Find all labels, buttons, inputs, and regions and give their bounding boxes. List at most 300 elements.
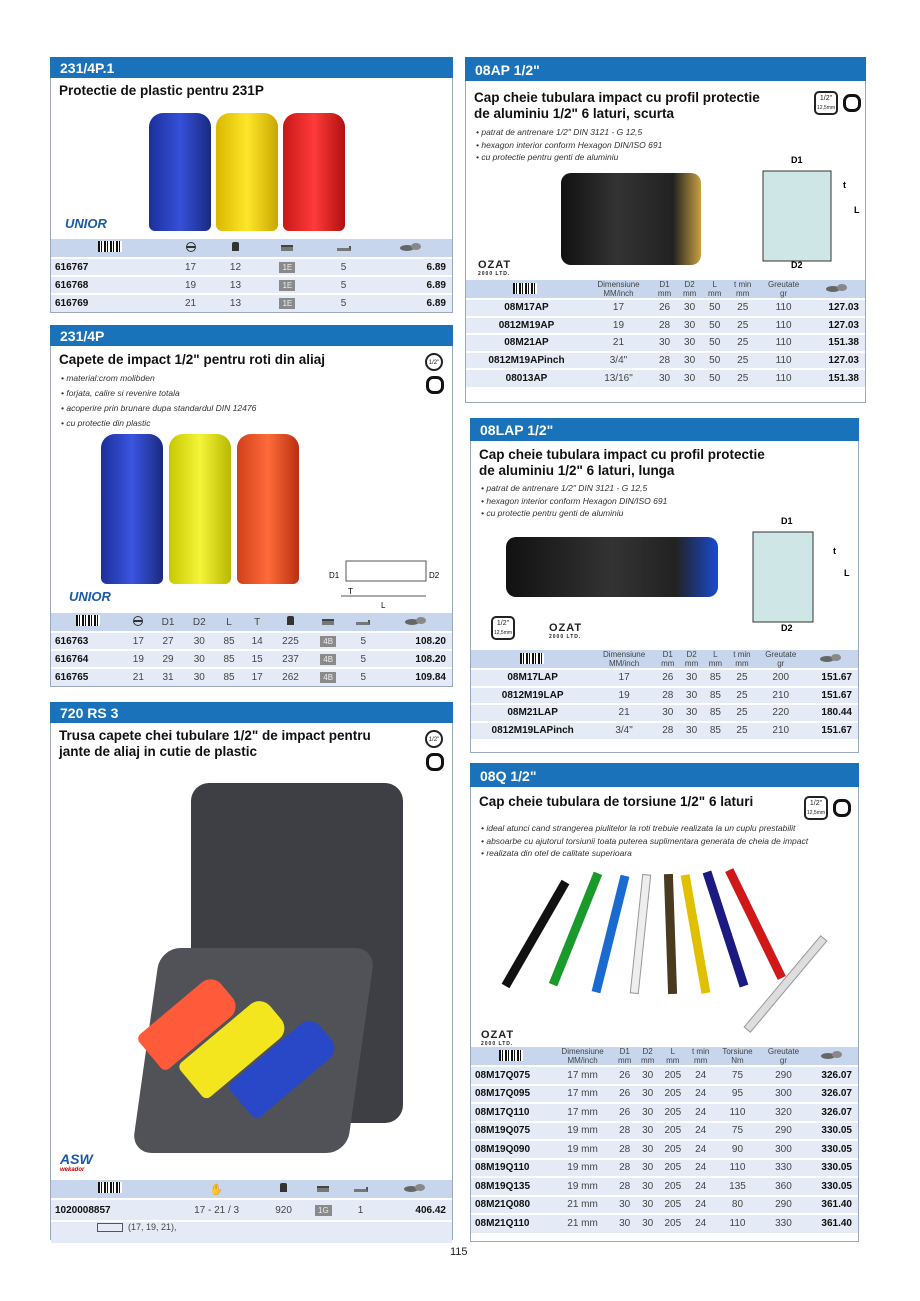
price: 127.03 xyxy=(828,302,859,314)
table-cell: 31 xyxy=(162,672,174,683)
table-cell: 300 xyxy=(775,1088,792,1100)
table-row xyxy=(471,669,858,687)
svg-text:L: L xyxy=(854,205,860,215)
column-unit: mm xyxy=(693,1056,708,1065)
barcode-icon xyxy=(471,650,592,669)
feature-list xyxy=(481,482,667,520)
table-row xyxy=(471,1159,858,1178)
article-code: 0812M19LAPinch xyxy=(491,725,574,737)
table-cell: 17 xyxy=(251,672,263,683)
barcode-icon xyxy=(51,613,124,632)
table-cell: 26 xyxy=(658,302,671,314)
table-cell: 25 xyxy=(736,672,748,684)
feature-item: • forjata, calire si revenire totala xyxy=(61,387,256,400)
article-code: 08M21Q080 xyxy=(475,1199,531,1211)
table-cell: 28 xyxy=(619,1180,631,1192)
table-cell: 25 xyxy=(737,372,749,384)
ozat-logo: OZAT 2000 LTD. xyxy=(549,622,583,640)
package-badge: 1G xyxy=(315,1205,332,1216)
table-cell: 27 xyxy=(162,635,174,647)
table-cell: 30 xyxy=(619,1218,631,1230)
feature-item: • cu protectie din plastic xyxy=(61,417,256,430)
table-cell: 28 xyxy=(619,1143,631,1155)
table-row xyxy=(471,1140,858,1159)
section-720-rs3 xyxy=(50,702,453,1240)
table-row xyxy=(471,687,858,705)
table-cell: 50 xyxy=(709,319,721,331)
article-code: 08M17Q075 xyxy=(475,1069,531,1081)
table-cell: 5 xyxy=(360,672,367,683)
table-cell: 80 xyxy=(731,1199,744,1211)
table-cell: 30 xyxy=(642,1125,654,1137)
column-header: t min xyxy=(691,1047,710,1056)
package-badge: 4B xyxy=(320,672,336,683)
product-title: Capete de impact 1/2" pentru roti din aliaj xyxy=(59,352,325,367)
table-cell: 25 xyxy=(736,689,748,701)
price: 6.89 xyxy=(426,261,446,273)
price-icon xyxy=(378,1180,452,1199)
label-l: L xyxy=(381,601,386,610)
label-t: T xyxy=(348,587,353,596)
column-unit: MM/inch xyxy=(603,289,634,298)
feature-item: • absoarbe cu ajutorul torsiunii toata puterea suplimentara generata de cheia de impact xyxy=(481,835,808,848)
table-row xyxy=(51,294,452,312)
table-cell: 110 xyxy=(775,337,792,349)
drive-size-icon: 1/2" 12,5mm xyxy=(804,796,828,820)
table-cell: 200 xyxy=(772,672,790,684)
table-cell: 85 xyxy=(709,725,721,737)
column-header: Dimensiune xyxy=(597,280,640,289)
table-cell: 30 xyxy=(686,672,698,684)
table-row xyxy=(51,1199,452,1221)
table-row xyxy=(51,632,452,650)
table-cell: 205 xyxy=(664,1125,682,1137)
table-cell: 21 mm xyxy=(567,1199,598,1211)
table-row xyxy=(471,1214,858,1233)
quantity-icon xyxy=(356,620,370,625)
product-title: Cap cheie tubulara impact cu profil protectie de aluminiu 1/2" 6 laturi, scurta xyxy=(474,90,760,121)
section-08q xyxy=(470,763,859,1242)
table-cell: 220 xyxy=(772,707,790,719)
article-code: 616763 xyxy=(55,635,89,647)
table-cell: 19 xyxy=(184,279,197,291)
column-unit: gr xyxy=(780,289,788,298)
column-unit: gr xyxy=(777,659,785,668)
column-unit: mm xyxy=(682,289,697,298)
table-cell: 21 xyxy=(612,337,625,349)
hexagon-icon xyxy=(426,753,444,771)
article-code: 616768 xyxy=(55,279,89,291)
table-cell: 110 xyxy=(775,372,792,384)
article-code: 08M19Q075 xyxy=(475,1125,531,1137)
table-cell: 50 xyxy=(709,337,721,349)
table-cell: 13 xyxy=(229,298,242,309)
price-icon xyxy=(370,239,452,258)
table-cell: 17 mm xyxy=(567,1088,598,1100)
column-header: L xyxy=(712,280,717,289)
column-header: Greutate xyxy=(767,1047,800,1056)
table-cell: 320 xyxy=(775,1106,792,1118)
table-cell: 85 xyxy=(709,689,721,701)
column-unit: mm xyxy=(640,1056,655,1065)
table-cell: 85 xyxy=(709,707,721,719)
table-cell: 14 xyxy=(251,635,263,647)
price: 127.03 xyxy=(828,319,859,331)
barcode-icon xyxy=(51,1180,169,1199)
barcode-icon xyxy=(466,280,585,299)
table-cell: 26 xyxy=(662,672,674,684)
table-row xyxy=(466,299,865,317)
article-code: 616769 xyxy=(55,298,89,309)
article-code: 08M19Q135 xyxy=(475,1180,531,1192)
price: 151.38 xyxy=(828,372,859,384)
table-cell: 19 mm xyxy=(567,1125,598,1137)
section-08ap xyxy=(465,57,866,403)
size-icon xyxy=(133,616,143,626)
table-cell: 17 xyxy=(184,261,197,273)
section-code: 720 RS 3 xyxy=(50,702,453,723)
dimension-diagram xyxy=(751,153,866,268)
table-cell: 25 xyxy=(737,354,749,366)
feature-item: • patrat de antrenare 1/2" DIN 3121 - G 12,5 xyxy=(476,126,662,139)
table-row xyxy=(471,704,858,722)
table-cell: 237 xyxy=(282,653,299,665)
price: 326.07 xyxy=(821,1069,852,1081)
section-code: 08Q 1/2" xyxy=(470,763,859,787)
price: 361.40 xyxy=(821,1199,852,1211)
label-d2: D2 xyxy=(429,571,440,580)
table-row xyxy=(471,1196,858,1215)
table-cell: 5 xyxy=(340,298,347,309)
table-cell: 24 xyxy=(695,1069,707,1081)
table-row xyxy=(466,352,865,370)
product-table xyxy=(51,613,452,686)
column-header: D2 xyxy=(192,616,206,628)
article-code: 616767 xyxy=(55,261,89,273)
table-cell: 30 xyxy=(658,372,671,384)
section-code: 08AP 1/2" xyxy=(465,57,866,81)
table-cell: 30 xyxy=(658,337,671,349)
article-code: 0812M19APinch xyxy=(488,354,565,366)
table-cell: 25 xyxy=(736,725,748,737)
column-header: Greutate xyxy=(765,650,797,659)
table-cell: 30 xyxy=(684,372,696,384)
table-cell: 30 xyxy=(684,319,696,331)
label-d1: D1 xyxy=(329,571,340,580)
column-header: D2 xyxy=(642,1047,653,1056)
table-cell: 205 xyxy=(664,1199,682,1211)
product-table xyxy=(51,1180,452,1243)
table-cell: 19 xyxy=(132,653,144,665)
svg-text:D1: D1 xyxy=(781,516,793,526)
table-cell: 29 xyxy=(162,653,174,665)
table-cell: 95 xyxy=(731,1088,744,1100)
column-unit: mm xyxy=(661,659,675,668)
table-cell: 5 xyxy=(340,261,347,273)
table-cell: 300 xyxy=(775,1143,792,1155)
column-header: Dimensiune xyxy=(561,1047,604,1056)
table-cell: 75 xyxy=(731,1069,744,1081)
table-cell: 13 xyxy=(229,279,242,291)
feature-item: • realizata din otel de calitate superioara xyxy=(481,847,808,860)
table-row xyxy=(471,1066,858,1085)
table-cell: 920 xyxy=(275,1204,292,1216)
table-cell: 110 xyxy=(729,1106,746,1118)
drive-size-icon: 1/2" xyxy=(425,730,443,748)
table-cell: 135 xyxy=(729,1180,746,1192)
table-cell: 17 xyxy=(132,635,144,647)
table-cell: 17 xyxy=(618,672,630,684)
drive-size-icon: 1/2" xyxy=(425,353,443,371)
table-cell: 21 xyxy=(618,707,630,719)
price-icon xyxy=(807,1047,858,1066)
table-cell: 24 xyxy=(695,1180,707,1192)
barcode-icon xyxy=(51,239,168,258)
table-cell: 30 xyxy=(684,354,696,366)
column-unit: mm xyxy=(618,1056,632,1065)
table-cell: 30 xyxy=(662,707,674,719)
table-cell: 85 xyxy=(709,672,721,684)
table-cell: 205 xyxy=(664,1162,682,1174)
table-cell: 3/4" xyxy=(615,725,633,737)
hexagon-icon xyxy=(833,799,851,817)
table-cell: 205 xyxy=(664,1143,682,1155)
column-header: D1 xyxy=(662,650,673,659)
price: 330.05 xyxy=(821,1180,852,1192)
table-cell: 50 xyxy=(709,354,721,366)
table-cell: 110 xyxy=(775,302,792,314)
table-cell: 205 xyxy=(664,1180,682,1192)
article-code: 1020008857 xyxy=(55,1204,111,1216)
table-cell: 12 xyxy=(229,261,242,273)
product-table xyxy=(51,239,452,312)
package-icon xyxy=(281,245,293,251)
feature-list xyxy=(61,372,256,432)
feature-list xyxy=(481,822,808,860)
table-cell: 25 xyxy=(737,302,749,314)
table-cell: 24 xyxy=(695,1106,707,1118)
product-table xyxy=(466,280,865,387)
table-row xyxy=(51,650,452,668)
svg-text:D2: D2 xyxy=(781,623,793,633)
table-cell: 19 xyxy=(612,319,625,331)
table-cell: 290 xyxy=(775,1125,792,1137)
table-cell: 225 xyxy=(282,635,299,647)
price: 151.67 xyxy=(821,672,852,684)
feature-item: • patrat de antrenare 1/2" DIN 3121 - G 12,5 xyxy=(481,482,667,495)
table-cell: 30 xyxy=(642,1180,654,1192)
article-code: 08M17LAP xyxy=(507,672,558,684)
feature-item: • material:crom molibden xyxy=(61,372,256,385)
table-cell: 19 xyxy=(618,689,630,701)
table-cell: 30 xyxy=(686,689,698,701)
table-cell: 50 xyxy=(709,302,721,314)
hexagon-icon xyxy=(843,94,861,112)
table-cell: 25 xyxy=(736,707,748,719)
section-code: 231/4P.1 xyxy=(50,57,453,78)
price: 151.67 xyxy=(821,725,852,737)
unior-logo: UNIOR xyxy=(65,216,107,231)
table-cell: 90 xyxy=(731,1143,744,1155)
article-code: 08M21LAP xyxy=(507,707,558,719)
package-badge: 1E xyxy=(279,298,295,309)
table-cell: 17 - 21 / 3 xyxy=(194,1204,240,1216)
column-header: Torsiune xyxy=(722,1047,753,1056)
table-cell: 30 xyxy=(642,1069,654,1081)
page-number: 115 xyxy=(450,1246,468,1258)
weight-icon xyxy=(280,1183,287,1192)
table-cell: 210 xyxy=(772,689,790,701)
table-cell: 3/4" xyxy=(609,354,628,366)
table-cell: 28 xyxy=(662,725,674,737)
table-cell: 28 xyxy=(658,354,671,366)
price: 109.84 xyxy=(415,672,446,683)
table-cell: 30 xyxy=(686,725,698,737)
svg-text:L: L xyxy=(844,568,850,578)
column-unit: mm xyxy=(657,289,672,298)
column-header: D1 xyxy=(619,1047,630,1056)
table-row xyxy=(471,1103,858,1122)
svg-text:D1: D1 xyxy=(791,155,803,165)
column-header: L xyxy=(670,1047,676,1056)
table-cell: 205 xyxy=(664,1088,682,1100)
product-title: Trusa capete chei tubulare 1/2" de impact pentru jante de aliaj in cutie de plastic xyxy=(59,728,371,759)
dimension-diagram xyxy=(326,556,444,611)
table-cell: 5 xyxy=(360,653,367,665)
table-cell: 30 xyxy=(642,1106,654,1118)
unior-logo: UNIOR xyxy=(69,589,111,604)
table-cell: 30 xyxy=(684,337,696,349)
table-cell: 24 xyxy=(695,1218,707,1230)
price: 151.67 xyxy=(821,689,852,701)
price: 108.20 xyxy=(415,653,446,665)
table-row xyxy=(51,276,452,294)
price: 406.42 xyxy=(415,1204,446,1216)
price: 361.40 xyxy=(821,1218,852,1230)
price: 6.89 xyxy=(426,298,446,309)
article-code: 08M19Q110 xyxy=(475,1162,530,1174)
package-icon xyxy=(317,1186,329,1192)
hexagon-icon xyxy=(426,376,444,394)
section-231-4p1 xyxy=(50,57,453,313)
price: 330.05 xyxy=(821,1125,852,1137)
table-cell: 24 xyxy=(695,1143,707,1155)
table-cell: 30 xyxy=(686,707,698,719)
column-unit: MM/inch xyxy=(567,1056,598,1065)
column-header: t min xyxy=(734,280,752,289)
table-cell: 110 xyxy=(729,1218,746,1230)
table-cell: 30 xyxy=(619,1199,631,1211)
article-code: 08013AP xyxy=(505,372,548,384)
column-header: Dimensiune xyxy=(602,650,646,659)
table-cell: 30 xyxy=(193,653,205,665)
product-table xyxy=(471,1047,858,1233)
table-row xyxy=(471,722,858,740)
hand-icon: ✋ xyxy=(209,1183,224,1196)
table-cell: 17 mm xyxy=(567,1069,598,1081)
table-cell: 24 xyxy=(695,1162,707,1174)
asw-logo: ASW wekador xyxy=(60,1151,93,1173)
table-cell: 15 xyxy=(251,653,263,665)
feature-item: • hexagon interior conform Hexagon DIN/ISO 691 xyxy=(481,495,667,508)
price: 151.38 xyxy=(828,337,859,349)
article-code: 08M21AP xyxy=(504,337,549,349)
column-unit: mm xyxy=(708,659,723,668)
price-icon xyxy=(805,650,858,669)
table-cell: 25 xyxy=(737,319,749,331)
table-cell: 24 xyxy=(695,1199,707,1211)
table-row xyxy=(466,317,865,335)
table-cell: 30 xyxy=(642,1162,654,1174)
table-cell: 210 xyxy=(772,725,790,737)
column-unit: mm xyxy=(708,289,722,298)
price: 6.89 xyxy=(426,279,446,291)
column-header: L xyxy=(226,616,232,628)
table-cell: 110 xyxy=(775,319,792,331)
svg-text:t: t xyxy=(833,546,836,556)
article-code: 616764 xyxy=(55,653,89,665)
drive-size-icon: 1/2" 12,5mm xyxy=(814,91,838,115)
product-image xyxy=(506,537,718,597)
table-cell: 28 xyxy=(662,689,674,701)
section-code: 08LAP 1/2" xyxy=(470,418,859,441)
column-header: D2 xyxy=(686,650,697,659)
table-cell: 21 xyxy=(132,672,144,683)
package-badge: 1E xyxy=(279,262,295,273)
price: 330.05 xyxy=(821,1143,852,1155)
product-image xyxy=(561,173,701,265)
table-cell: 30 xyxy=(642,1088,654,1100)
table-cell: 13/16" xyxy=(604,372,633,384)
ozat-logo: OZAT 2000 LTD. xyxy=(478,259,512,277)
size-icon xyxy=(186,242,196,252)
package-badge: 4B xyxy=(320,654,336,665)
barcode-icon xyxy=(471,1047,552,1066)
table-row xyxy=(466,369,865,387)
feature-item: • cu protectie pentru genti de aluminiu xyxy=(476,151,662,164)
price: 330.05 xyxy=(821,1162,852,1174)
table-cell: 85 xyxy=(223,672,235,683)
table-row xyxy=(51,258,452,276)
table-cell: 25 xyxy=(737,337,749,349)
price-icon xyxy=(380,613,452,632)
section-08lap xyxy=(470,418,859,753)
table-cell: 19 mm xyxy=(567,1162,598,1174)
article-code: 0812M19AP xyxy=(498,319,555,331)
article-code: 08M17Q095 xyxy=(475,1088,531,1100)
article-code: 08M21Q110 xyxy=(475,1218,530,1230)
package-badge: 4B xyxy=(320,636,336,647)
table-cell: 205 xyxy=(664,1218,682,1230)
table-cell: 205 xyxy=(664,1069,682,1081)
table-cell: 290 xyxy=(775,1199,792,1211)
article-code: 08M19Q090 xyxy=(475,1143,531,1155)
table-cell: 330 xyxy=(775,1218,792,1230)
table-cell: 262 xyxy=(282,672,299,683)
column-unit: mm xyxy=(736,289,750,298)
ozat-logo: OZAT 2000 LTD. xyxy=(481,1029,515,1047)
article-code: 616765 xyxy=(55,672,89,683)
product-title: Cap cheie tubulara impact cu profil protectie de aluminiu 1/2" 6 laturi, lunga xyxy=(479,447,765,478)
table-row xyxy=(471,1122,858,1141)
table-row xyxy=(466,334,865,352)
column-header: D2 xyxy=(684,280,695,289)
table-row xyxy=(51,668,452,686)
table-cell: 21 xyxy=(184,298,197,309)
quantity-icon xyxy=(337,246,351,251)
price: 326.07 xyxy=(821,1106,852,1118)
feature-item: • cu protectie pentru genti de aluminiu xyxy=(481,507,667,520)
